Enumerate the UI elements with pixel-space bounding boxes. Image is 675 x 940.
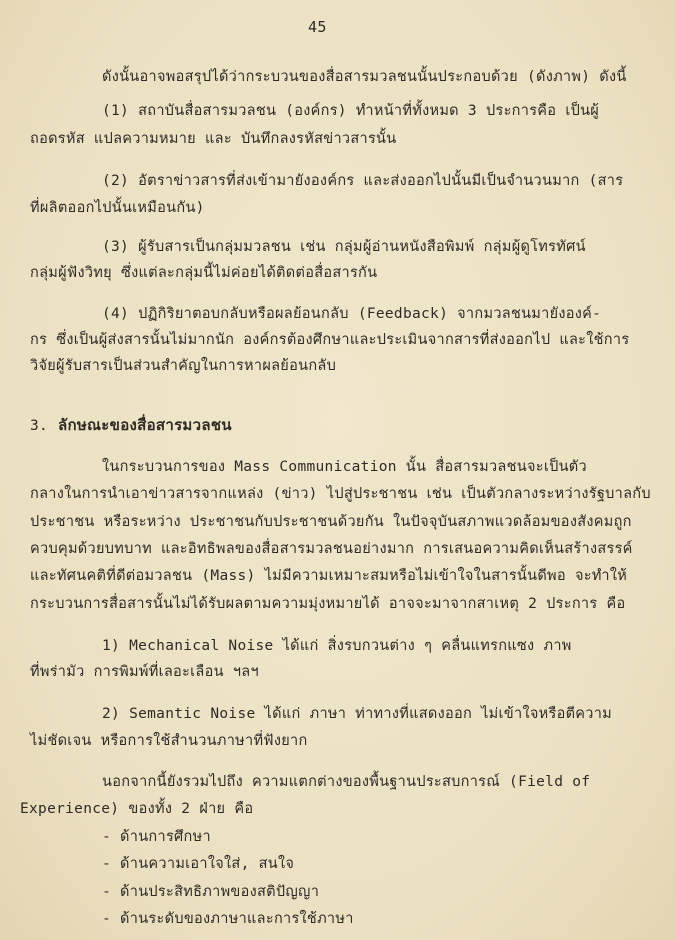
item-1-line-2: ถอดรหัส แปลความหมาย และ บันทึกลงรหัสข่าวสารนั้น [30, 131, 397, 147]
noise1-line-2: ที่พร่ามัว การพิมพ์ที่เลอะเลือน ฯลฯ [30, 664, 259, 680]
item-1-line-1: (1) สถาบันสื่อสารมวลชน (องค์กร) ทำหน้าที่ทั้งหมด 3 ประการคือ เป็นผู้ [102, 103, 600, 119]
item-3-line-2: กลุ่มผู้ฟังวิทยุ ซึ่งแต่ละกลุ่มนี้ไม่ค่อยได้ติดต่อสื่อสารกัน [30, 265, 378, 281]
para1-line-5: และทัศนคติที่ดีต่อมวลชน (Mass) ไม่มีความเหมาะสมหรือไม่เข้าใจในสารนั้นดีพอ จะทำให้ [30, 568, 628, 584]
section-number: 3. [30, 418, 49, 434]
para1-line-4: ควบคุมด้วยบทบาท และอิทธิพลของสื่อสารมวลชนอย่างมาก การเสนอความคิดเห็นสร้างสรรค์ [30, 541, 633, 557]
bullet-1: - ด้านการศึกษา [102, 829, 211, 845]
para1-line-6: กระบวนการสื่อสารนั้นไม่ได้รับผลตามความมุ่งหมายได้ อาจจะมาจากสาเหตุ 2 ประการ คือ [30, 596, 626, 612]
noise2-line-1: 2) Semantic Noise ได้แก่ ภาษา ท่าทางที่แสดงออก ไม่เข้าใจหรือตีความ [102, 706, 613, 722]
para1-line-3: ประชาชน หรือระหว่าง ประชาชนกับประชาชนด้วยกัน ในปัจจุบันสภาพแวดล้อมของสังคมถูก [30, 514, 632, 530]
noise1-line-1: 1) Mechanical Noise ได้แก่ สิ่งรบกวนต่าง ๆ คลื่นแทรกแซง ภาพ [102, 638, 572, 654]
section-title: ลักษณะของสื่อสารมวลชน [58, 416, 232, 434]
item-2-line-1: (2) อัตราข่าวสารที่ส่งเข้ามายังองค์กร และส่งออกไปนั้นมีเป็นจำนวนมาก (สาร [102, 173, 624, 189]
para2-line-1: นอกจากนี้ยังรวมไปถึง ความแตกต่างของพื้นฐานประสบการณ์ (Field of [102, 774, 591, 790]
para1-line-1: ในกระบวนการของ Mass Communication นั้น สื่อสารมวลชนจะเป็นตัว [102, 459, 587, 475]
item-2-line-2: ที่ผลิตออกไปนั้นเหมือนกัน) [30, 200, 205, 216]
item-4-line-3: วิจัยผู้รับสารเป็นส่วนสำคัญในการหาผลย้อนกลับ [30, 358, 337, 374]
bullet-3: - ด้านประสิทธิภาพของสติปัญญา [102, 884, 320, 900]
page-number: 45 [308, 18, 327, 36]
para1-line-2: กลางในการนำเอาข่าวสารจากแหล่ง (ข่าว) ไปสู่ประชาชน เช่น เป็นตัวกลางระหว่างรัฐบาลกับ [30, 486, 651, 502]
bullet-4: - ด้านระดับของภาษาและการใช้ภาษา [102, 911, 354, 927]
item-3-line-1: (3) ผู้รับสารเป็นกลุ่มมวลชน เช่น กลุ่มผู้อ่านหนังสือพิมพ์ กลุ่มผู้ดูโทรทัศน์ [102, 239, 586, 255]
intro-line: ดังนั้นอาจพอสรุปได้ว่ากระบวนของสื่อสารมวลชนนั้นประกอบด้วย (ดังภาพ) ดังนี้ [102, 69, 627, 85]
noise2-line-2: ไม่ชัดเจน หรือการใช้สำนวนภาษาที่ฟังยาก [30, 733, 308, 749]
item-4-line-2: กร ซึ่งเป็นผู้ส่งสารนั้นไม่มากนัก องค์กรต้องศึกษาและประเมินจากสารที่ส่งออกไป และใช้การ [30, 332, 630, 348]
para2-line-2: Experience) ของทั้ง 2 ฝ่าย คือ [20, 801, 254, 817]
bullet-2: - ด้านความเอาใจใส่, สนใจ [102, 856, 295, 872]
item-4-line-1: (4) ปฏิกิริยาตอบกลับหรือผลย้อนกลับ (Feedback) จากมวลชนมายังองค์- [102, 306, 602, 322]
